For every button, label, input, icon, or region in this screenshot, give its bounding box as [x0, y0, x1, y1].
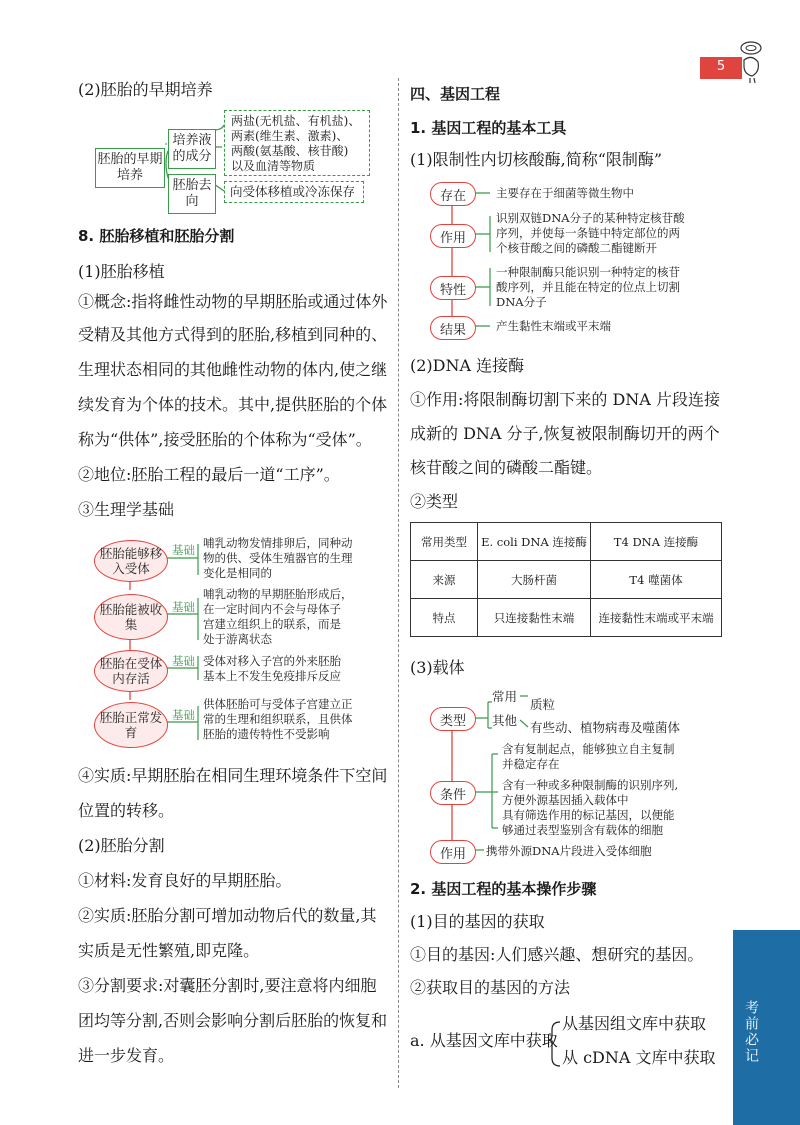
section-4-heading: 四、基因工程	[410, 85, 501, 103]
embryo-culture-heading: (2)胚胎的早期培养	[78, 80, 213, 99]
concept-line-4: 续发育为个体的技术。其中,提供胚胎的个体	[78, 395, 388, 414]
physio-text-2: 哺乳动物的早期胚胎形成后， 在一定时间内不会与母体子 宫建立组织上的联系，而是 处于游离状态	[203, 587, 353, 646]
vector-node-condition: 条件	[430, 781, 476, 805]
physio-label-4: 基础	[172, 708, 195, 722]
physio-node-2: 胚胎能被收集	[94, 594, 168, 640]
enzyme-text-function: 识别双链DNA分子的某种特定核苷酸 序列，并使每一条链中特定部位的两 个核苷酸之间的磷酸二酯键断开	[496, 211, 685, 255]
split-req-line-1: ③分割要求:对囊胚分割时,要注意将内细胞	[78, 976, 377, 995]
table-cell: 来源	[411, 561, 478, 599]
target-gene-heading: (1)目的基因的获取	[410, 912, 545, 931]
library-label: a. 从基因文库中获取	[410, 1031, 558, 1050]
material-line: ①材料:发育良好的早期胚胎。	[78, 871, 292, 890]
side-tab	[733, 930, 800, 1125]
vector-condition-2: 含有一种或多种限制酶的识别序列, 方便外源基因插入载体中	[502, 778, 679, 807]
acquire-methods-heading: ②获取目的基因的方法	[410, 978, 571, 997]
concept-line-1: ①概念:指将雌性动物的早期胚胎或通过体外	[78, 292, 388, 311]
physio-text-1: 哺乳动物发情排卵后，同种动 物的供、受体生殖器官的生理 变化是相同的	[203, 536, 353, 580]
page-number: 5	[716, 59, 726, 74]
culture-medium-detail: 两盐(无机盐、有机盐)、 两素(维生素、激素)、 两酸(氨基酸、核苷酸) 以及血清等物质	[224, 110, 370, 176]
physio-node-3: 胚胎在受体内存活	[94, 650, 168, 692]
physio-basis-heading: ③生理学基础	[78, 500, 175, 519]
ligase-line-3: 核苷酸之间的磷酸二酯键。	[410, 458, 603, 477]
table-cell: 只连接黏性末端	[478, 599, 591, 637]
ligase-line-2: 成新的 DNA 分子,恢复被限制酶切开的两个	[410, 424, 720, 443]
split-req-line-3: 进一步发育。	[78, 1046, 175, 1065]
enzyme-text-result: 产生黏性末端或平末端	[496, 319, 611, 333]
vector-function-text: 携带外源DNA片段进入受体细胞	[486, 844, 652, 858]
split-req-line-2: 团均等分割,否则会影响分割后胚胎的恢复和	[78, 1011, 388, 1030]
vector-other-text: 有些动、植物病毒及噬菌体	[530, 720, 681, 735]
embryo-transfer-heading: (1)胚胎移植	[78, 262, 165, 281]
status-line: ②地位:胚胎工程的最后一道“工序”。	[78, 465, 340, 484]
table-cell: 大肠杆菌	[478, 561, 591, 599]
essence-line-1: ④实质:早期胚胎在相同生理环境条件下空间	[78, 766, 388, 785]
restriction-enzyme-heading: (1)限制性内切核酸酶,简称“限制酶”	[410, 150, 663, 169]
vector-condition-1: 含有复制起点，能够独立自主复制 并稳定存在	[502, 742, 675, 771]
culture-medium-box: 培养液的成分	[168, 129, 216, 169]
split-essence-line-1: ②实质:胚胎分割可增加动物后代的数量,其	[78, 906, 377, 925]
vector-common-label: 常用	[492, 689, 518, 704]
concept-line-3: 生理状态相同的其他雌性动物的体内,使之继	[78, 360, 388, 379]
cdna-library-option: 从 cDNA 文库中获取	[562, 1048, 716, 1067]
ligase-line-1: ①作用:将限制酶切割下来的 DNA 片段连接	[410, 390, 720, 409]
physio-text-3: 受体对移入子宫的外来胚胎 基本上不发生免疫排斥反应	[203, 654, 341, 683]
dna-ligase-heading: (2)DNA 连接酶	[410, 356, 525, 375]
concept-line-5: 称为“供体”,接受胚胎的个体称为“受体”。	[78, 430, 372, 449]
embryo-destination-box: 胚胎去向	[168, 174, 216, 214]
table-header-cell: E. coli DNA 连接酶	[478, 523, 591, 561]
concept-line-2: 受精及其他方式得到的胚胎,移植到同种的、	[78, 325, 388, 344]
enzyme-node-function: 作用	[430, 224, 476, 248]
vector-heading: (3)载体	[410, 658, 465, 677]
enzyme-node-property: 特性	[430, 276, 476, 300]
enzyme-node-result: 结果	[430, 316, 476, 340]
embryo-destination-detail: 向受体移植或冷冻保存	[224, 181, 364, 203]
basic-tools-heading: 1. 基因工程的基本工具	[410, 119, 567, 137]
embryo-split-heading: (2)胚胎分割	[78, 836, 165, 855]
table-cell: 连接黏性末端或平末端	[591, 599, 722, 637]
genomic-library-option: 从基因组文库中获取	[562, 1014, 707, 1033]
vector-node-type: 类型	[430, 707, 476, 731]
physio-node-1: 胚胎能够移入受体	[94, 540, 168, 582]
table-header-cell: T4 DNA 连接酶	[591, 523, 722, 561]
culture-root-box: 胚胎的早期培养	[95, 148, 165, 188]
physio-node-4: 胚胎正常发育	[94, 702, 168, 748]
target-gene-definition: ①目的基因:人们感兴趣、想研究的基因。	[410, 945, 704, 964]
enzyme-text-exist: 主要存在于细菌等微生物中	[496, 186, 634, 200]
vector-condition-3: 具有筛选作用的标记基因，以便能 够通过表型鉴别含有载体的细胞	[502, 808, 675, 837]
essence-line-2: 位置的转移。	[78, 801, 175, 820]
table-cell: 特点	[411, 599, 478, 637]
enzyme-node-exist: 存在	[430, 182, 476, 206]
section-8-heading: 8. 胚胎移植和胚胎分割	[78, 227, 235, 245]
side-tab-label: 考前必记	[743, 1000, 759, 1064]
physio-label-2: 基础	[172, 600, 195, 614]
ligase-types-heading: ②类型	[410, 492, 459, 511]
vector-common-text: 质粒	[530, 697, 556, 712]
physio-text-4: 供体胚胎可与受体子宫建立正 常的生理和组织联系，且供体 胚胎的遗传特性不受影响	[203, 697, 353, 741]
enzyme-text-property: 一种限制酶只能识别一种特定的核苷 酸序列，并且能在特定的位点上切割 DNA分子	[496, 265, 680, 309]
vector-node-function: 作用	[430, 840, 476, 864]
table-cell: T4 噬菌体	[591, 561, 722, 599]
split-essence-line-2: 实质是无性繁殖,即克隆。	[78, 941, 260, 960]
physio-label-1: 基础	[172, 543, 195, 557]
vector-other-label: 其他	[492, 713, 518, 728]
physio-label-3: 基础	[172, 654, 195, 668]
table-header-cell: 常用类型	[411, 523, 478, 561]
basic-steps-heading: 2. 基因工程的基本操作步骤	[410, 880, 597, 898]
